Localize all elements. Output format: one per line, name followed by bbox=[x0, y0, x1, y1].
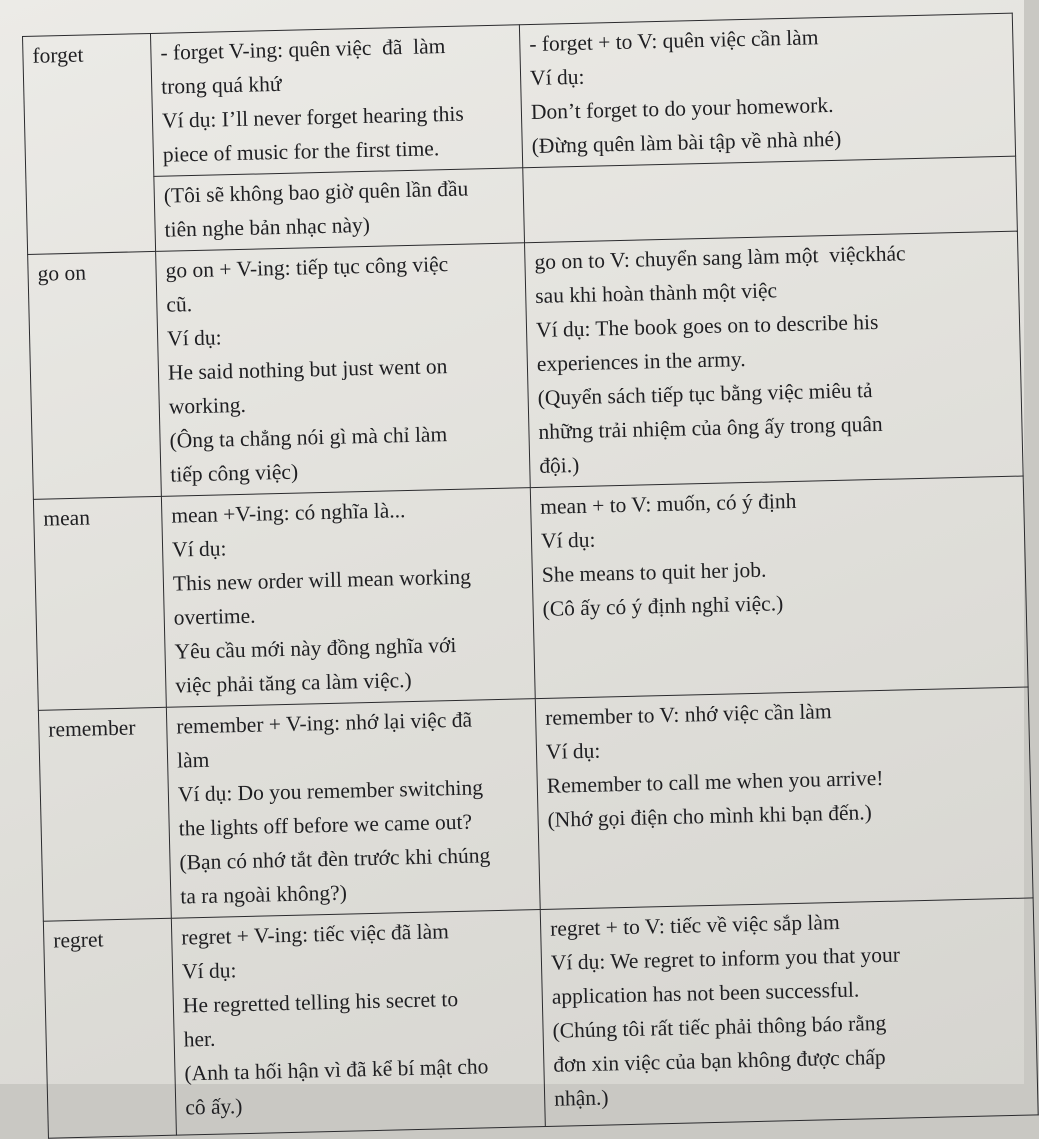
ving-line: This new order will mean working bbox=[172, 564, 472, 596]
tov-line: (Quyển sách tiếp tục bằng việc miêu tả bbox=[537, 378, 873, 410]
tov-line: đơn xin việc của bạn không được chấp bbox=[553, 1044, 886, 1077]
tov-line: - forget + to V: quên việc cần làm bbox=[529, 25, 819, 57]
tov-cell bbox=[525, 231, 1024, 488]
ving-line: Ví dụ: bbox=[166, 325, 222, 351]
ving-line: ta ra ngoài không?) bbox=[180, 880, 348, 909]
ving-translation-cell bbox=[154, 168, 525, 252]
tov-line: mean + to V: muốn, có ý định bbox=[539, 488, 797, 519]
verb-cell bbox=[28, 251, 162, 499]
ving-line: Ví dụ: I’ll never forget hearing this bbox=[161, 101, 464, 133]
tov-line: (Chúng tôi rất tiếc phải thông báo rằng bbox=[552, 1010, 887, 1043]
ving-line: cũ. bbox=[166, 292, 193, 317]
ving-line: (Bạn có nhớ tắt đèn trước khi chúng bbox=[179, 843, 491, 875]
verb-cell bbox=[33, 496, 166, 710]
tov-line: Ví dụ: bbox=[545, 738, 601, 764]
ving-line: remember + V-ing: nhớ lại việc đã bbox=[176, 707, 473, 739]
tov-line: Ví dụ: bbox=[540, 527, 596, 553]
tov-line: She means to quit her job. bbox=[541, 557, 767, 587]
tov-line: những trải nhiệm của ông ấy trong quân bbox=[538, 411, 883, 444]
table-row-regret bbox=[43, 898, 1038, 1138]
table-row-remember bbox=[38, 687, 1033, 921]
tov-cell bbox=[530, 476, 1028, 699]
ving-line: làm bbox=[176, 747, 210, 773]
tov-line: đội.) bbox=[538, 452, 580, 478]
ving-line: Ví dụ: bbox=[181, 958, 237, 984]
ving-cell bbox=[166, 699, 540, 919]
ving-line: Yêu cầu mới này đồng nghĩa với bbox=[174, 632, 457, 664]
tov-line: experiences in the army. bbox=[536, 347, 746, 376]
ving-line: - forget V-ing: quên việc đã làm bbox=[160, 34, 446, 65]
tov-line: Ví dụ: The book goes on to describe his bbox=[535, 309, 879, 342]
verb-label: go on bbox=[37, 260, 87, 286]
gerund-infinitive-table bbox=[22, 13, 1039, 1139]
ving-line: mean +V-ing: có nghĩa là... bbox=[171, 498, 406, 528]
ving-line: Ví dụ: Do you remember switching bbox=[177, 775, 484, 807]
ving-cell bbox=[161, 488, 535, 708]
table-row-forget bbox=[23, 13, 1016, 179]
tov-line: Ví dụ: bbox=[529, 64, 585, 91]
ving-line: the lights off before we came out? bbox=[178, 809, 473, 841]
tov-line: sau khi hoàn thành một việc bbox=[534, 278, 778, 308]
verb-label: remember bbox=[48, 715, 136, 742]
ving-line: Ví dụ: bbox=[171, 536, 227, 562]
ving-cell bbox=[150, 25, 522, 177]
tov-cell bbox=[519, 13, 1015, 168]
tov-line: Remember to call me when you arrive! bbox=[546, 765, 884, 798]
ving-line: her. bbox=[183, 1026, 216, 1052]
verb-label: regret bbox=[53, 927, 104, 953]
ving-line: (Ông ta chẳng nói gì mà chỉ làm bbox=[169, 422, 448, 453]
table-row-mean bbox=[33, 476, 1028, 710]
tov-line: Ví dụ: We regret to inform you that your bbox=[550, 942, 901, 975]
tov-cell bbox=[540, 898, 1038, 1127]
tov-line: nhận.) bbox=[553, 1085, 609, 1111]
ving-line: tiếp công việc) bbox=[170, 459, 299, 487]
verb-cell bbox=[38, 707, 171, 921]
ving-line: (Tôi sẽ không bao giờ quên lần đầu bbox=[163, 176, 469, 208]
ving-line: He regretted telling his secret to bbox=[182, 986, 459, 1018]
ving-line: tiên nghe bản nhạc này) bbox=[164, 212, 371, 242]
tov-cell bbox=[535, 687, 1033, 910]
table-row-go-on bbox=[28, 231, 1023, 499]
verb-label: forget bbox=[32, 42, 84, 68]
grammar-table-sheet bbox=[22, 13, 1038, 1139]
ving-line: overtime. bbox=[173, 603, 256, 630]
ving-line: He said nothing but just went on bbox=[167, 354, 448, 385]
ving-line: go on + V-ing: tiếp tục công việc bbox=[165, 252, 449, 283]
tov-line: go on to V: chuyển sang làm một việckhác bbox=[534, 241, 906, 274]
ving-line: (Anh ta hối hận vì đã kể bí mật cho bbox=[184, 1054, 489, 1086]
tov-line: (Cô ấy có ý định nghỉ việc.) bbox=[542, 591, 784, 621]
tov-line: (Nhớ gọi điện cho mình khi bạn đến.) bbox=[547, 800, 873, 832]
ving-line: việc phải tăng ca làm việc.) bbox=[175, 668, 412, 698]
tov-line: (Đừng quên làm bài tập về nhà nhé) bbox=[531, 126, 842, 159]
ving-cell bbox=[171, 910, 545, 1136]
ving-line: regret + V-ing: tiếc việc đã làm bbox=[181, 919, 450, 950]
tov-line: application has not been successful. bbox=[551, 977, 860, 1009]
tov-line: Don’t forget to do your homework. bbox=[530, 92, 834, 125]
verb-label: mean bbox=[43, 505, 91, 531]
tov-line: regret + to V: tiếc về việc sắp làm bbox=[549, 909, 840, 941]
ving-line: cô ấy.) bbox=[185, 1094, 243, 1120]
tov-line: remember to V: nhớ việc cần làm bbox=[544, 699, 832, 730]
ving-line: trong quá khứ bbox=[160, 71, 282, 99]
verb-cell bbox=[23, 33, 156, 254]
ving-line: piece of music for the first time. bbox=[162, 136, 440, 167]
ving-line: working. bbox=[168, 392, 247, 419]
ving-cell bbox=[156, 243, 531, 497]
verb-cell bbox=[43, 918, 176, 1138]
empty-cell bbox=[523, 156, 1018, 243]
